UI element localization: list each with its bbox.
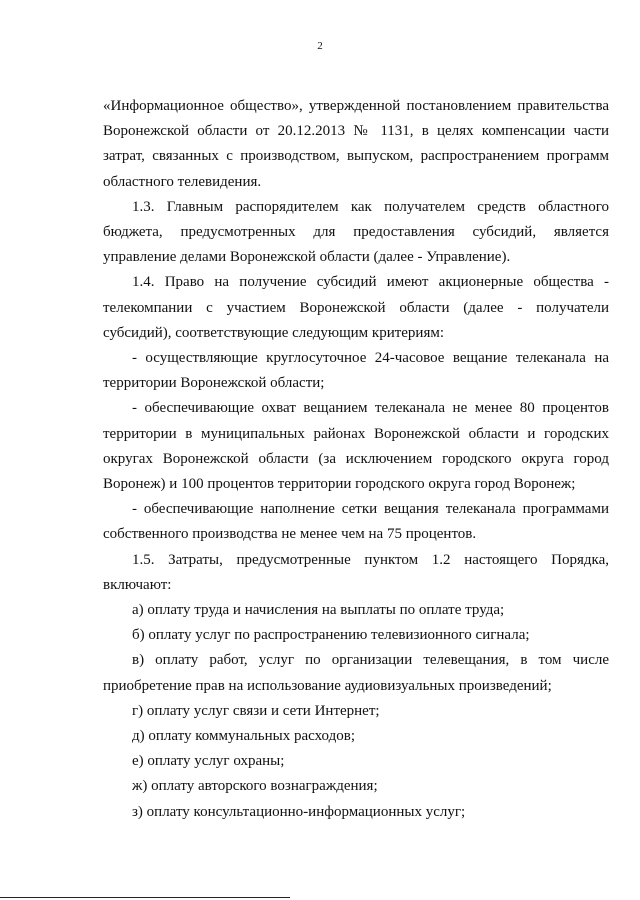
paragraph-1-4: 1.4. Право на получение субсидий имеют акционерные общества - телекомпании с участием Воронежской области (далее - получатели субсидий), соответствующие следующим критериям: <box>103 274 609 341</box>
page-number: 2 <box>317 40 323 52</box>
expense-item: ж) оплату авторского вознаграждения; <box>132 778 378 795</box>
expense-item: г) оплату услуг связи и сети Интернет; <box>132 702 380 719</box>
expense-item: б) оплату услуг по распространению телевизионного сигнала; <box>132 627 530 644</box>
criterion-item: - обеспечивающие охват вещанием телеканала не менее 80 процентов территории в муниципальных районах Воронежской области и городских округах Воронежской области (за исключением городского округа город Воронеж) и 100 процентов территории городского округа город Воронеж; <box>103 400 609 493</box>
footer-divider <box>0 897 290 898</box>
expense-item: е) оплату услуг охраны; <box>132 753 285 770</box>
expense-item: з) оплату консультационно-информационных услуг; <box>132 803 466 820</box>
criterion-item: - осуществляющие круглосуточное 24-часовое вещание телеканала на территории Воронежской области; <box>103 350 609 392</box>
expense-item: в) оплату работ, услуг по организации телевещания, в том числе приобретение прав на использование аудиовизуальных произведений; <box>103 652 609 694</box>
expense-item: а) оплату труда и начисления на выплаты по оплате труда; <box>132 602 505 619</box>
paragraph-1-3: 1.3. Главным распорядителем как получателем средств областного бюджета, предусмотренных для предоставления субсидий, является управление делами Воронежской области (далее - Управление). <box>103 198 609 266</box>
paragraph-1-5: 1.5. Затраты, предусмотренные пунктом 1.2 настоящего Порядка, включают: <box>103 551 609 593</box>
paragraph-intro: «Информационное общество», утвержденной постановлением правительства Воронежской области от 20.12.2013 № 1131, в целях компенсации части затрат, связанных с производством, выпуском, распространением программ областного телевидения. <box>103 98 609 190</box>
criterion-item: - обеспечивающие наполнение сетки вещания телеканала программами собственного производства не менее чем на 75 процентов. <box>103 501 609 543</box>
document-body <box>103 94 609 825</box>
expense-item: д) оплату коммунальных расходов; <box>132 728 355 745</box>
